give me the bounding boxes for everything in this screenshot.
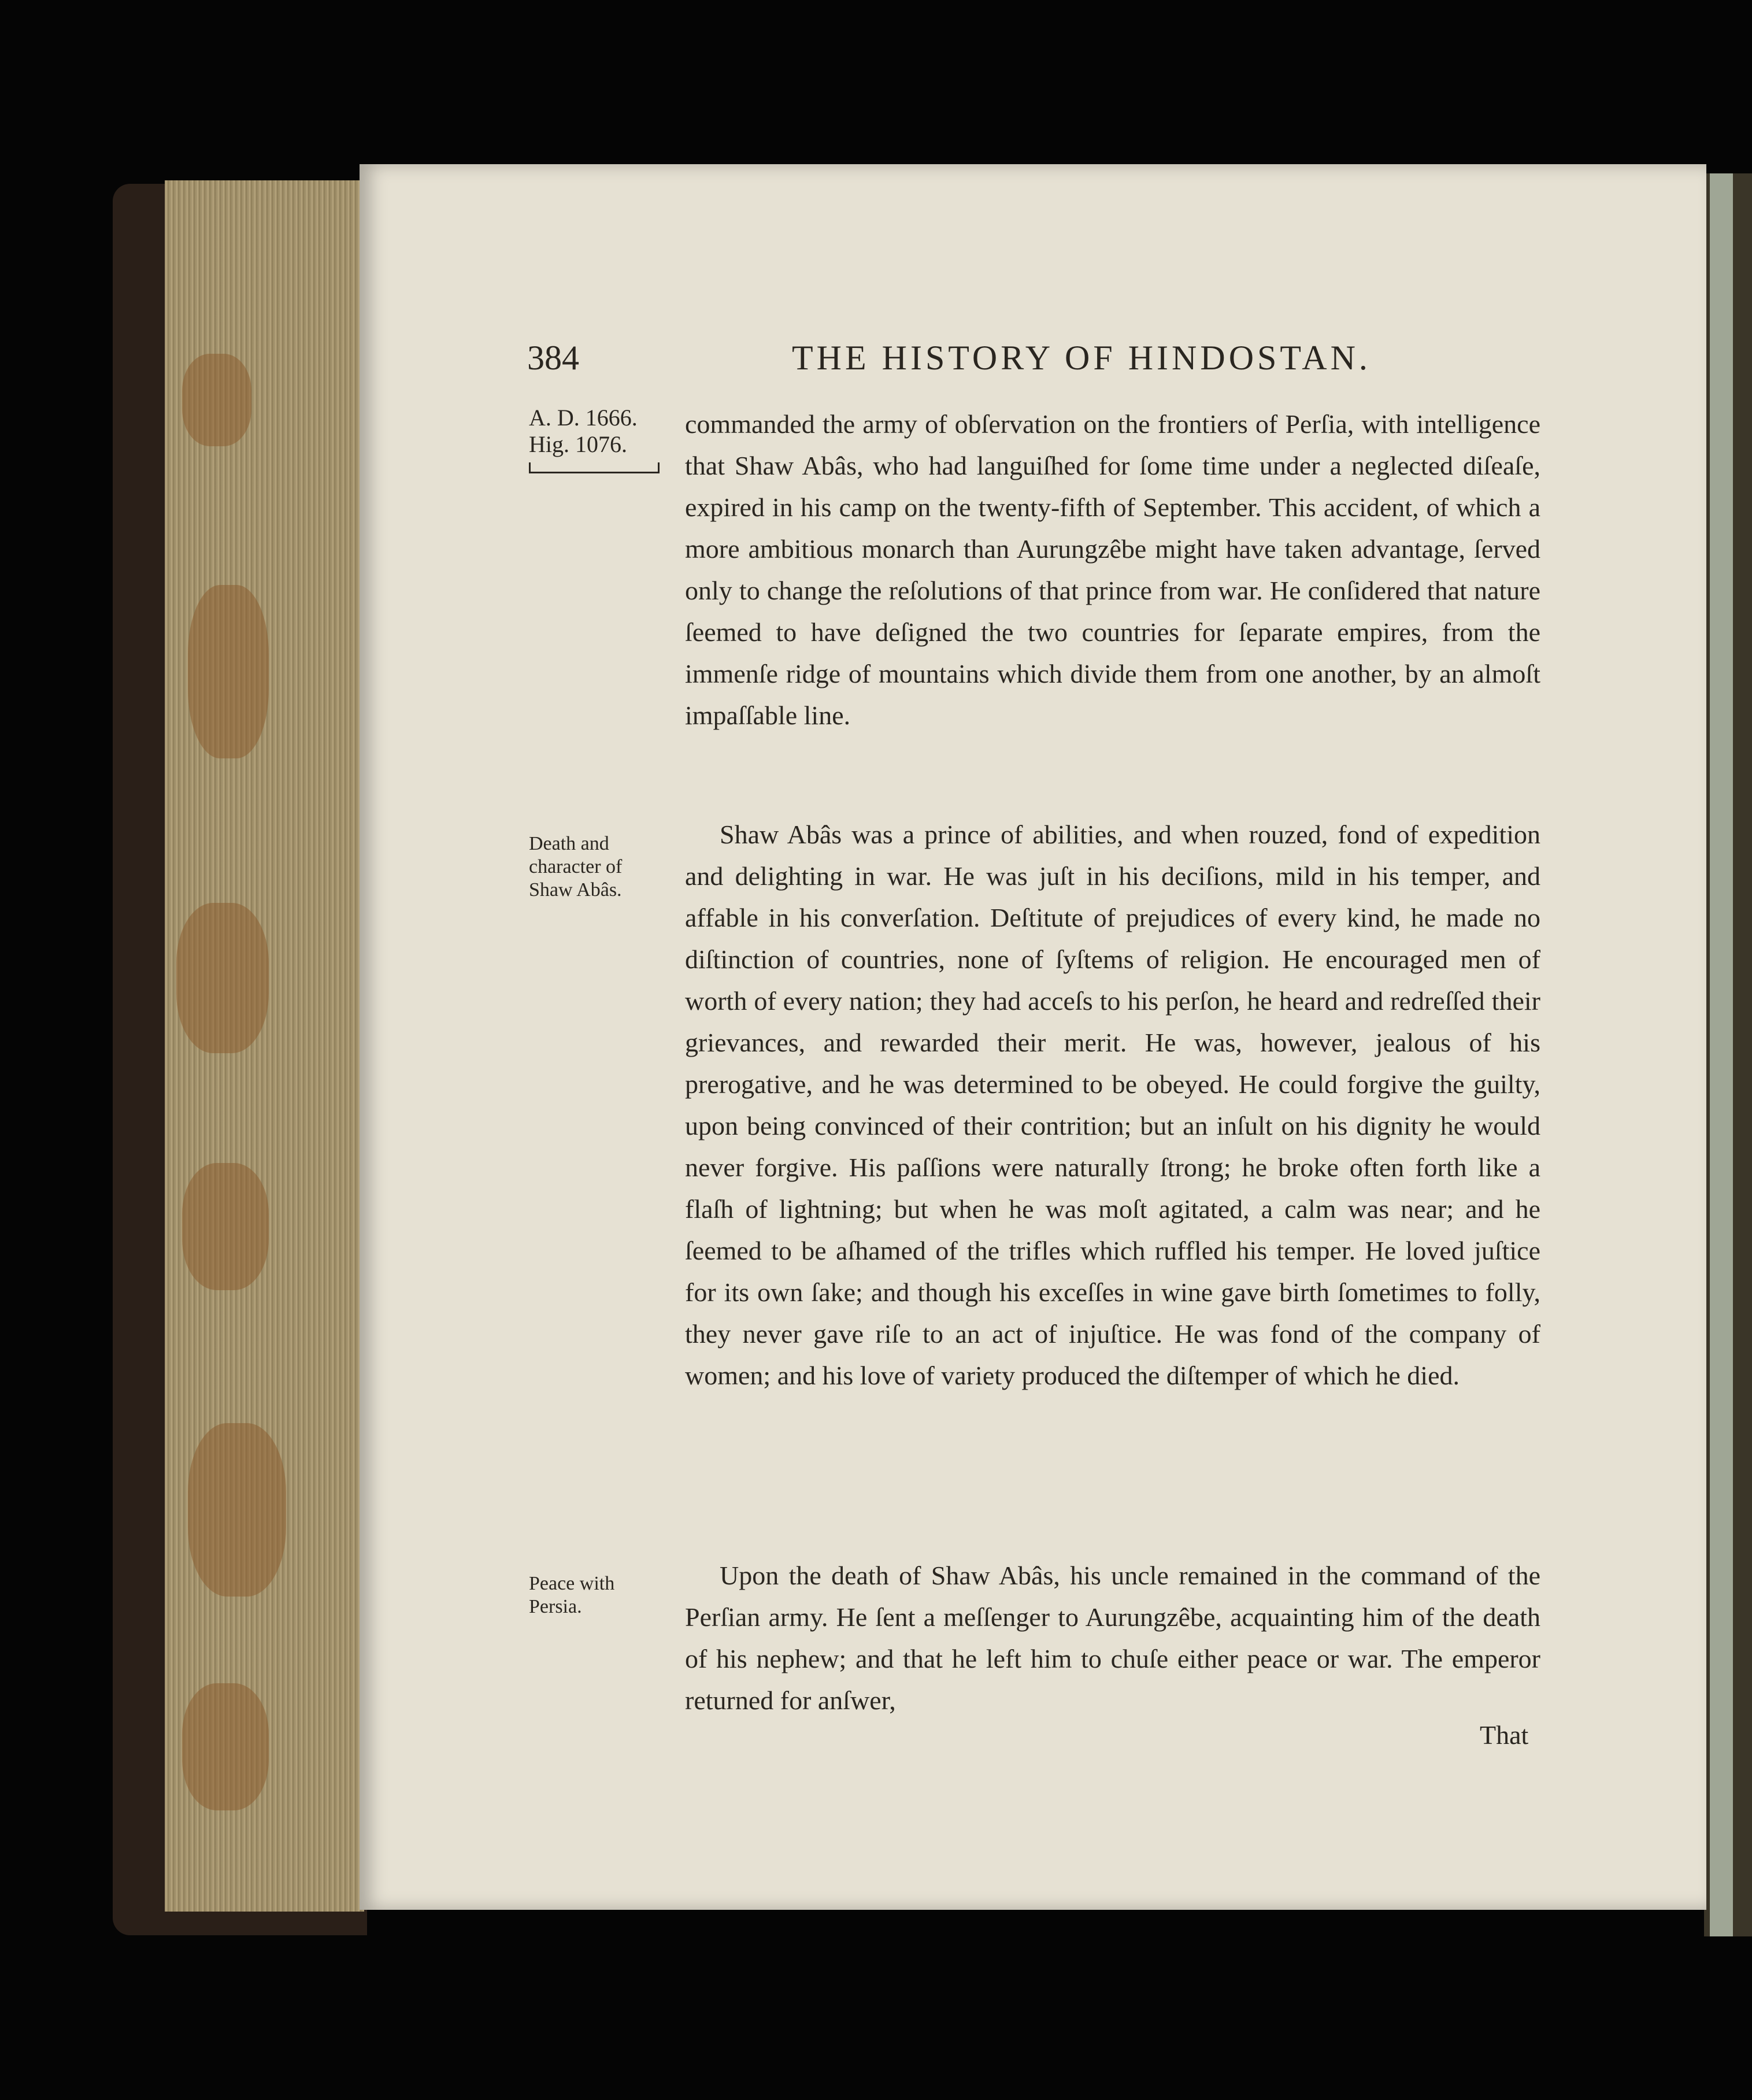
note-line: Death and — [529, 833, 609, 854]
paragraph: Shaw Abâs was a prince of abilities, and when rouzed, fond of expedition and delighting in war. He was juſt in his deciſions, mild in his temper, and affable in his converſation. Deſtitute of prejudices of every kind, he made no diſtinction of countries, none of ſyſtems of religion. He encouraged men of worth of every nation; they had acceſs to his perſon, he heard and redreſſed their grievances, and rewarded their merit. He was, however, jealous of his prerogative, and he was determined to be obeyed. He could forgive the guilty, upon being convinced of their contrition; but an inſult on his dignity he would never forgive. His paſſions were naturally ſtrong; he broke often forth like a flaſh of lightning; but when he was moſt agitated, a calm was near; and he ſeemed to be aſhamed of the trifles which ruffled his temper. He loved juſtice for its own ſake; and though his exceſſes in wine gave birth ſometimes to folly, they never gave riſe to an act of injuſtice. He was fond of the company of women; and his love of variety produced the diſtemper of which he died. — [685, 820, 1540, 1390]
note-line: character of — [529, 856, 623, 877]
page-number: 384 — [527, 339, 579, 377]
stain — [188, 585, 269, 758]
date-line: A. D. 1666. — [529, 405, 638, 431]
note-line: Shaw Abâs. — [529, 879, 622, 901]
paragraph: commanded the army of obſervation on the frontiers of Perſia, with intelligence that Shaw Abâs, who had languiſhed for ſome time under a neglected diſeaſe, expired in his camp on the twenty-fifth of September. This accident, of which a more ambitious monarch than Aurungzêbe might have taken advantage, ſerved only to change the reſolutions of that prince from war. He conſidered that nature ſeemed to have deſigned the two countries for ſeparate empires, from the immenſe ridge of mountains which divide them from one another, by an almoſt impaſſable line. — [685, 409, 1540, 730]
next-page-edge — [1704, 173, 1752, 1936]
paragraph: Upon the death of Shaw Abâs, his uncle remained in the command of the Perſian army. He ſent a meſſenger to Aurungzêbe, acquainting him of the death of his nephew; and that he left him to chuſe either peace or war. The emperor returned for anſwer, — [685, 1561, 1540, 1715]
stain — [182, 354, 251, 446]
margin-note-date — [529, 405, 638, 458]
margin-note-death — [529, 832, 622, 902]
catchword: That — [1480, 1720, 1529, 1750]
note-line: Peace with — [529, 1573, 615, 1594]
margin-note-peace — [529, 1572, 614, 1618]
running-head: THE HISTORY OF HINDOSTAN. — [792, 339, 1371, 377]
date-bracket — [529, 462, 660, 473]
hijri-line: Hig. 1076. — [529, 431, 627, 457]
stain — [188, 1423, 286, 1597]
page-edges — [165, 180, 364, 1912]
note-line: Persia. — [529, 1596, 582, 1617]
stain — [182, 1163, 269, 1290]
stain — [176, 903, 269, 1053]
stain — [182, 1683, 269, 1810]
